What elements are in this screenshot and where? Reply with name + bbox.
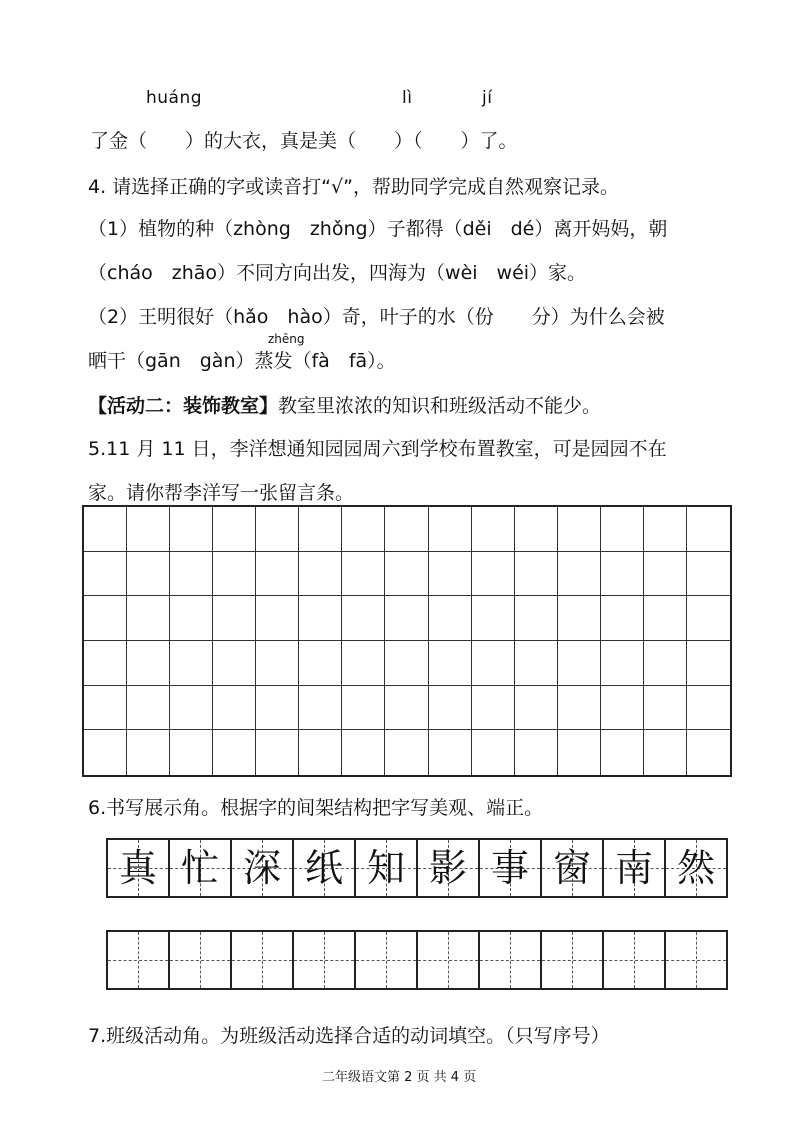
writing-cell[interactable]: [515, 686, 558, 731]
q7-title: 7.班级活动角。为班级活动选择合适的动词填空。（只写序号）: [88, 1025, 610, 1047]
pinyin-ji: jí: [482, 88, 493, 108]
writing-cell[interactable]: [170, 552, 213, 597]
writing-cell[interactable]: [515, 507, 558, 552]
writing-cell[interactable]: [558, 552, 601, 597]
writing-cell[interactable]: [429, 552, 472, 597]
writing-cell[interactable]: [256, 507, 299, 552]
writing-cell[interactable]: [84, 686, 127, 731]
q4-title: 4. 请选择正确的字或读音打“√”，帮助同学完成自然观察记录。: [88, 176, 619, 198]
model-character: 影: [428, 846, 467, 890]
writing-cell[interactable]: [84, 730, 127, 775]
writing-cell[interactable]: [472, 686, 515, 731]
model-character-cell: [356, 840, 418, 896]
practice-character-cell[interactable]: [542, 932, 604, 988]
writing-cell[interactable]: [213, 730, 256, 775]
model-character: 窗: [552, 846, 591, 890]
writing-cell[interactable]: [299, 641, 342, 686]
practice-character-cell[interactable]: [356, 932, 418, 988]
writing-cell[interactable]: [213, 641, 256, 686]
writing-cell[interactable]: [299, 730, 342, 775]
model-character: 深: [242, 846, 281, 890]
practice-character-cell[interactable]: [480, 932, 542, 988]
model-character-cell: [666, 840, 726, 896]
model-character: 纸: [304, 846, 343, 890]
writing-cell[interactable]: [687, 730, 730, 775]
writing-cell[interactable]: [170, 686, 213, 731]
writing-cell[interactable]: [342, 596, 385, 641]
model-character: 南: [614, 846, 653, 890]
writing-cell[interactable]: [644, 730, 687, 775]
writing-cell[interactable]: [385, 596, 428, 641]
model-character: 真: [118, 846, 157, 890]
writing-cell[interactable]: [644, 686, 687, 731]
writing-cell[interactable]: [429, 596, 472, 641]
writing-cell[interactable]: [644, 641, 687, 686]
writing-cell[interactable]: [385, 641, 428, 686]
model-character-cell: [542, 840, 604, 896]
writing-cell[interactable]: [472, 552, 515, 597]
writing-cell[interactable]: [127, 596, 170, 641]
model-characters-row: [106, 838, 728, 898]
writing-cell[interactable]: [84, 641, 127, 686]
model-character-cell: [294, 840, 356, 896]
writing-cell[interactable]: [342, 730, 385, 775]
model-character-cell: [232, 840, 294, 896]
practice-character-cell[interactable]: [604, 932, 666, 988]
writing-cell[interactable]: [342, 507, 385, 552]
writing-cell[interactable]: [256, 552, 299, 597]
writing-cell[interactable]: [558, 686, 601, 731]
writing-cell[interactable]: [385, 552, 428, 597]
writing-cell[interactable]: [601, 730, 644, 775]
model-character: 知: [366, 846, 405, 890]
writing-cell[interactable]: [687, 641, 730, 686]
writing-cell[interactable]: [558, 596, 601, 641]
writing-cell[interactable]: [644, 552, 687, 597]
practice-characters-row[interactable]: [106, 930, 728, 990]
writing-cell[interactable]: [515, 552, 558, 597]
writing-cell[interactable]: [472, 730, 515, 775]
q4-item1-line1: （1）植物的种（zhòng zhǒng）子都得（děi dé）离开妈妈，朝: [88, 218, 668, 240]
page-footer: 二年级语文第 2 页 共 4 页: [322, 1070, 477, 1085]
writing-cell[interactable]: [127, 552, 170, 597]
writing-cell[interactable]: [385, 507, 428, 552]
writing-cell[interactable]: [170, 730, 213, 775]
writing-cell[interactable]: [213, 507, 256, 552]
writing-cell[interactable]: [170, 641, 213, 686]
pinyin-huang: huáng: [146, 88, 203, 108]
writing-cell[interactable]: [84, 552, 127, 597]
writing-cell[interactable]: [385, 686, 428, 731]
writing-cell[interactable]: [256, 686, 299, 731]
practice-character-cell[interactable]: [666, 932, 726, 988]
writing-cell[interactable]: [385, 730, 428, 775]
model-character-cell: [418, 840, 480, 896]
writing-cell[interactable]: [342, 552, 385, 597]
practice-character-cell[interactable]: [108, 932, 170, 988]
q3-sentence: 了金（ ）的大衣，真是美（ ）（ ）了。: [90, 130, 518, 152]
writing-cell[interactable]: [299, 596, 342, 641]
writing-cell[interactable]: [601, 596, 644, 641]
q4-item1-line2: （cháo zhāo）不同方向出发，四海为（wèi wéi）家。: [88, 262, 587, 284]
model-character-cell: [170, 840, 232, 896]
writing-cell[interactable]: [472, 507, 515, 552]
practice-character-cell[interactable]: [294, 932, 356, 988]
activity-2-text: 教室里浓浓的知识和班级活动不能少。: [278, 395, 602, 417]
activity-2-heading: [88, 391, 601, 418]
writing-cell[interactable]: [127, 507, 170, 552]
model-character: 忙: [180, 846, 219, 890]
model-character-cell: [604, 840, 666, 896]
writing-cell[interactable]: [429, 641, 472, 686]
writing-cell[interactable]: [472, 596, 515, 641]
writing-cell[interactable]: [687, 596, 730, 641]
writing-cell[interactable]: [213, 552, 256, 597]
writing-cell[interactable]: [342, 641, 385, 686]
writing-cell[interactable]: [127, 686, 170, 731]
practice-character-cell[interactable]: [170, 932, 232, 988]
practice-character-cell[interactable]: [232, 932, 294, 988]
activity-2-label: 【活动二：装饰教室】: [88, 395, 279, 417]
writing-cell[interactable]: [644, 596, 687, 641]
writing-cell[interactable]: [601, 552, 644, 597]
writing-cell[interactable]: [558, 641, 601, 686]
q4-item2-line1: （2）王明很好（hǎo hào）奇，叶子的水（份 分）为什么会被: [88, 306, 665, 328]
writing-cell[interactable]: [84, 507, 127, 552]
writing-cell[interactable]: [472, 641, 515, 686]
writing-cell[interactable]: [84, 596, 127, 641]
writing-cell[interactable]: [515, 730, 558, 775]
model-character: 事: [490, 846, 529, 890]
writing-cell[interactable]: [515, 596, 558, 641]
model-character: 然: [676, 846, 715, 890]
writing-cell[interactable]: [687, 686, 730, 731]
writing-cell[interactable]: [601, 641, 644, 686]
writing-cell[interactable]: [256, 596, 299, 641]
writing-cell[interactable]: [213, 686, 256, 731]
writing-cell[interactable]: [127, 730, 170, 775]
q4-item2-line2: 晒干（gān gàn）蒸发（fà fā）。: [88, 350, 396, 372]
writing-cell[interactable]: [170, 596, 213, 641]
writing-cell[interactable]: [687, 552, 730, 597]
pinyin-zheng: zhēng: [268, 332, 305, 346]
writing-cell[interactable]: [213, 596, 256, 641]
writing-cell[interactable]: [601, 507, 644, 552]
writing-cell[interactable]: [644, 507, 687, 552]
writing-cell[interactable]: [558, 507, 601, 552]
practice-character-cell[interactable]: [418, 932, 480, 988]
writing-cell[interactable]: [429, 507, 472, 552]
model-character-cell: [480, 840, 542, 896]
q5-line2: 家。请你帮李洋写一张留言条。: [88, 482, 355, 504]
writing-cell[interactable]: [299, 552, 342, 597]
writing-cell[interactable]: [687, 507, 730, 552]
writing-cell[interactable]: [342, 686, 385, 731]
writing-cell[interactable]: [256, 641, 299, 686]
writing-cell[interactable]: [170, 507, 213, 552]
writing-cell[interactable]: [558, 730, 601, 775]
q6-title: 6.书写展示角。根据字的间架结构把字写美观、端正。: [88, 797, 544, 819]
writing-cell[interactable]: [429, 686, 472, 731]
writing-cell[interactable]: [127, 641, 170, 686]
q5-line1: 5.11 月 11 日，李洋想通知园园周六到学校布置教室，可是园园不在: [88, 438, 667, 460]
writing-cell[interactable]: [256, 730, 299, 775]
writing-cell[interactable]: [429, 730, 472, 775]
pinyin-li: lì: [402, 88, 413, 108]
writing-cell[interactable]: [601, 686, 644, 731]
writing-cell[interactable]: [299, 507, 342, 552]
message-writing-grid[interactable]: [82, 505, 732, 777]
writing-cell[interactable]: [299, 686, 342, 731]
model-character-cell: [108, 840, 170, 896]
writing-cell[interactable]: [515, 641, 558, 686]
